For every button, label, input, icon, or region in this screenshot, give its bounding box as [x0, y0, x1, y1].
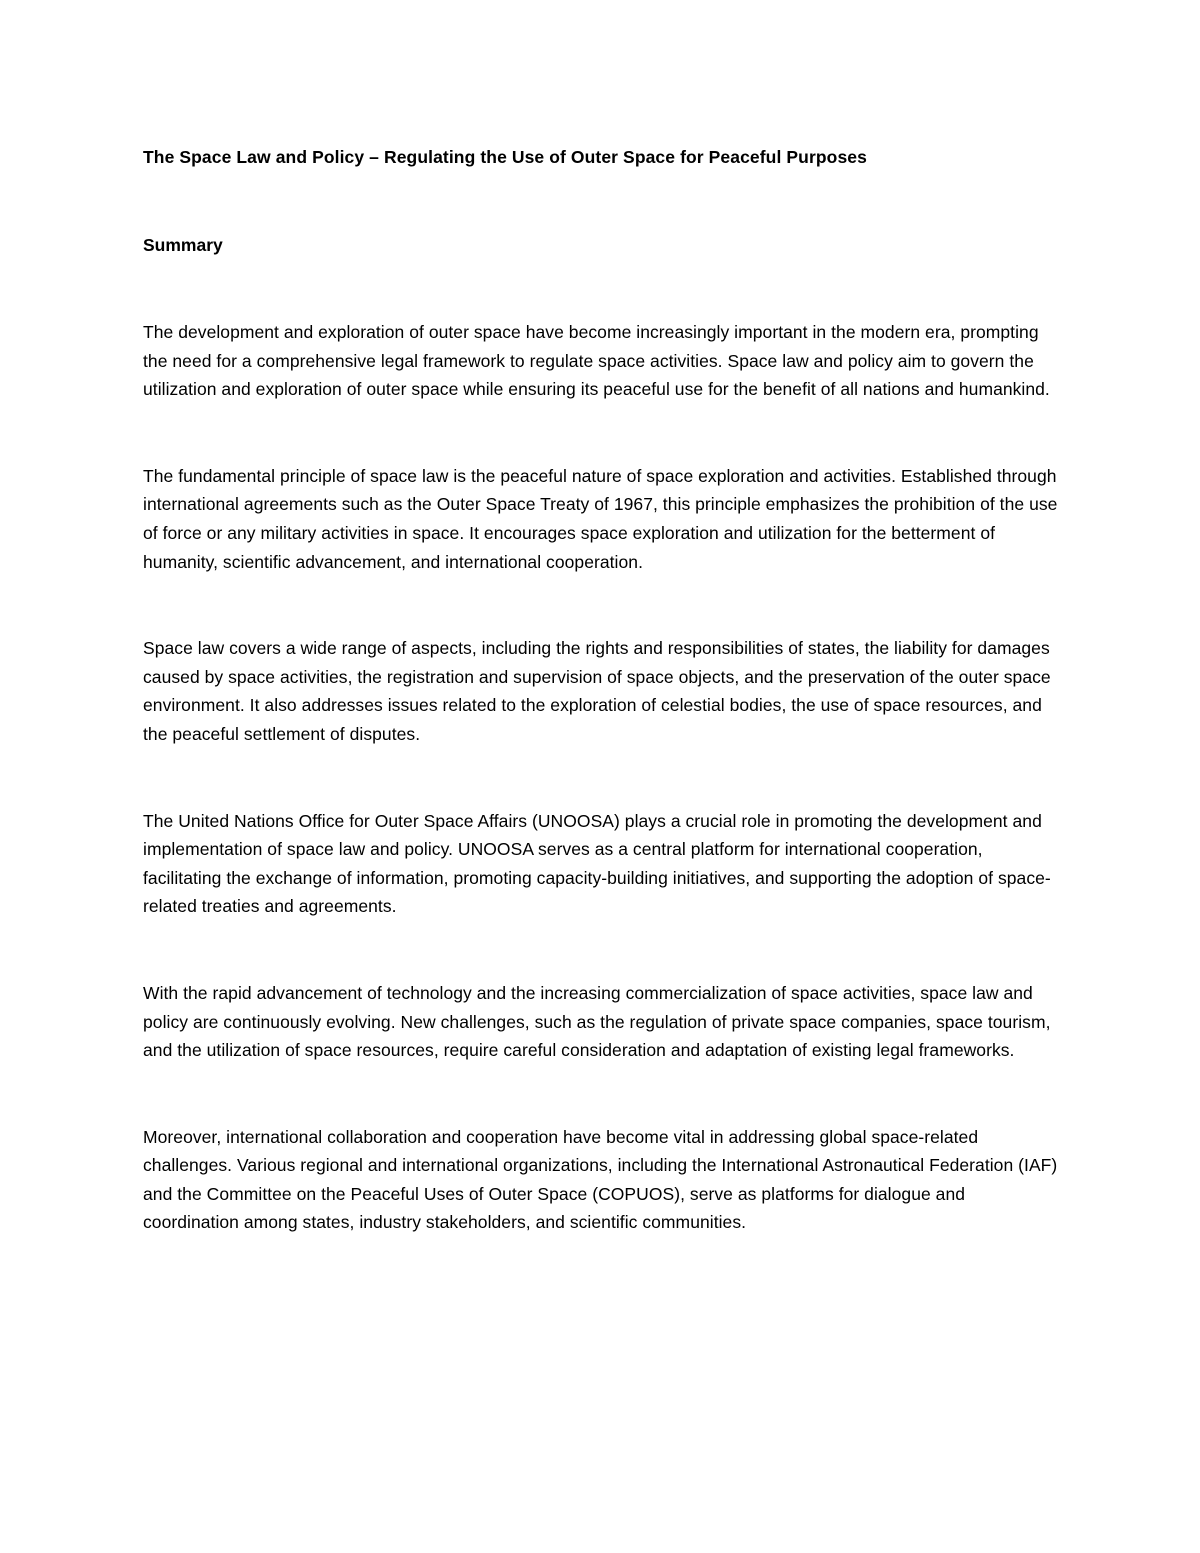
paragraph-6: Moreover, international collaboration and cooperation have become vital in addressing global space-related challenges. Various regional and international organizations, including the International Astronautical Federation (IAF) and the Committee on the Peaceful Uses of Outer Space (COPUOS), serve as platforms for dialogue and coordination among states, industry stakeholders, and scientific communities.	[143, 1126, 1058, 1233]
document-body	[143, 142, 1063, 1237]
document-title: The Space Law and Policy – Regulating the Use of Outer Space for Peaceful Purposes	[143, 147, 867, 167]
section-heading-summary: Summary	[143, 235, 223, 255]
paragraph-5: With the rapid advancement of technology and the increasing commercialization of space activities, space law and policy are continuously evolving. New challenges, such as the regulation of private space companies, space tourism, and the utilization of space resources, require careful consideration and adaptation of existing legal frameworks.	[143, 982, 1051, 1061]
paragraph-3: Space law covers a wide range of aspects, including the rights and responsibilities of states, the liability for damages caused by space activities, the registration and supervision of space objects, and the preservation of the outer space environment. It also addresses issues related to the exploration of celestial bodies, the use of space resources, and the peaceful settlement of disputes.	[143, 638, 1051, 744]
paragraph-2: The fundamental principle of space law is the peaceful nature of space exploration and activities. Established through international agreements such as the Outer Space Treaty of 1967, this principle emphasizes the prohibition of the use of force or any military activities in space. It encourages space exploration and utilization for the betterment of humanity, scientific advancement, and international cooperation.	[143, 465, 1058, 572]
paragraph-1: The development and exploration of outer space have become increasingly important in the modern era, prompting the need for a comprehensive legal framework to regulate space activities. Space law and policy aim to govern the utilization and exploration of outer space while ensuring its peaceful use for the benefit of all nations and humankind.	[143, 322, 1050, 400]
paragraph-4: The United Nations Office for Outer Space Affairs (UNOOSA) plays a crucial role in promoting the development and implementation of space law and policy. UNOOSA serves as a central platform for international cooperation, facilitating the exchange of information, promoting capacity-building initiatives, and supporting the adoption of space-related treaties and agreements.	[143, 810, 1051, 917]
